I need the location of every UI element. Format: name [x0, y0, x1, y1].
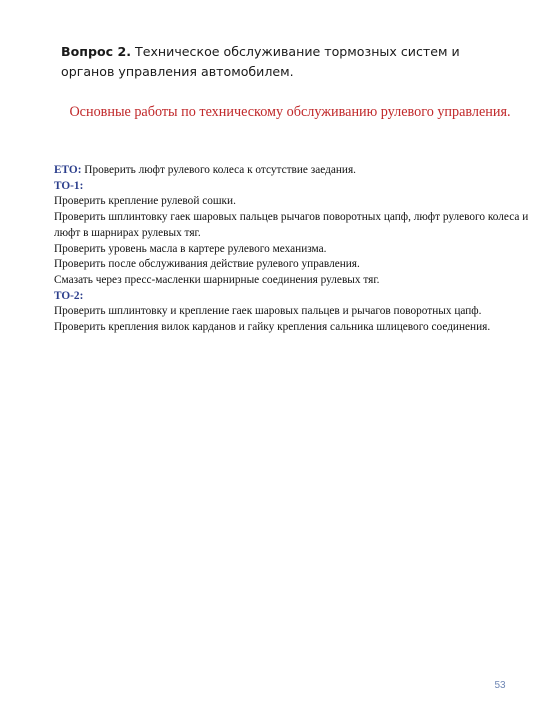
eto-heading: ЕТО:	[54, 164, 82, 176]
question-heading	[61, 42, 511, 82]
eto-paragraph	[54, 163, 536, 179]
to1-item: Проверить после обслуживания действие рулевого управления.	[54, 258, 360, 271]
to2-item: Проверить крепления вилок карданов и гайку крепления сальника шлицевого соединения.	[54, 321, 491, 334]
to1-heading: ТО-1:	[54, 179, 84, 192]
page-number: 53	[494, 680, 506, 691]
question-number: Вопрос 2.	[61, 44, 132, 59]
eto-text: Проверить люфт рулевого колеса к отсутствие заедания.	[81, 164, 356, 176]
to1-item: Смазать через пресс-масленки шарнирные соединения рулевых тяг.	[54, 273, 380, 286]
maintenance-content	[54, 163, 536, 336]
to1-item: Проверить крепление рулевой сошки.	[54, 195, 236, 208]
question-text: Техническое обслуживание тормозных систем и органов управления автомобилем.	[61, 44, 460, 79]
to1-item: Проверить уровень масла в картере рулевого механизма.	[54, 242, 327, 255]
to2-item: Проверить шплинтовку и крепление гаек шаровых пальцев и рычагов поворотных цапф.	[54, 305, 482, 318]
section-subtitle: Основные работы по техническому обслуживанию рулевого управления.	[69, 104, 511, 120]
to2-heading: ТО-2:	[54, 289, 84, 302]
to1-item: Проверить шплинтовку гаек шаровых пальцев рычагов поворотных цапф, люфт рулевого колеса и люфт в шарнирах рулевых тяг.	[54, 211, 529, 239]
